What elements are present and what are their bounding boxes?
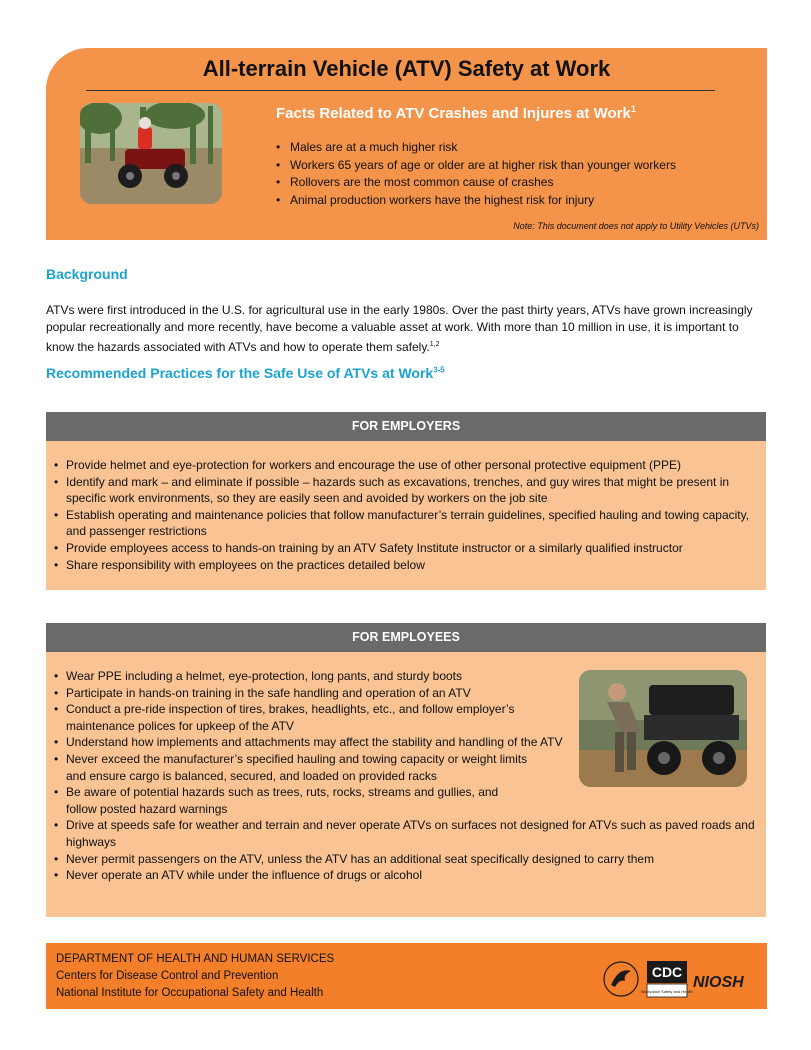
footer-niosh: National Institute for Occupational Safety and Health [56,987,324,999]
page-title: All-terrain Vehicle (ATV) Safety at Work [202,56,611,81]
background-ref: 1,2 [429,341,440,348]
fact-item: • Males are at a much higher risk [276,139,676,157]
employee-item: • Never permit passengers on the ATV, unless the ATV has an additional seat specifically designed to carry them [54,851,766,868]
title-divider [86,90,715,91]
facts-heading: Facts Related to ATV Crashes and Injures at Work$^1$ [276,104,636,122]
footer-bar [46,943,767,1009]
background-heading: Background [46,266,128,282]
employee-item: • Conduct a pre-ride inspection of tires, brakes, headlights, etc., and follow employer’s maintenance polices for upkeep of the ATV [54,701,534,734]
employer-item: • Identify and mark – and eliminate if possible – hazards such as excavations, trenches, and guy wires that might be present in specific work environments, so they are easily seen and avoided by workers on the job site [54,474,766,507]
fact-item: • Rollovers are the most common cause of crashes [276,174,676,192]
svg-text:NIOSH: NIOSH [693,974,744,991]
fact-item: • Workers 65 years of age or older are at higher risk than younger workers [276,157,676,175]
employees-title-bar: FOR EMPLOYEES [46,623,766,652]
svg-text:Workplace Safety and Health: Workplace Safety and Health [641,989,693,994]
utv-note: Note: This document does not apply to Utility Vehicles (UTVs) [513,221,759,231]
niosh-logo-icon [693,974,744,991]
footer-text [56,951,334,1002]
footer-department: DEPARTMENT OF HEALTH AND HUMAN SERVICES [56,953,335,965]
atv-maintenance-photo [579,670,747,787]
facts-heading-ref: 1 [630,104,636,114]
employer-item: • Provide helmet and eye-protection for workers and encourage the use of other personal protective equipment (PPE) [54,457,766,474]
employer-item: • Establish operating and maintenance policies that follow manufacturer’s terrain guidelines, specified hauling and towing capacity, and passenger restrictions [54,507,766,540]
employers-title-bar: FOR EMPLOYERS [46,412,766,441]
agency-logos [601,957,763,1001]
hhs-seal-icon [604,962,638,996]
header-banner [46,48,767,240]
fact-item: • Animal production workers have the highest risk for injury [276,192,676,210]
svg-text:CDC: CDC [651,964,683,980]
practices-heading: Recommended Practices for the Safe Use of ATVs at Work$^{3-5}$ [46,365,445,381]
employee-item: • Participate in hands-on training in the safe handling and operation of an ATV [54,685,564,702]
employers-box [46,412,766,590]
employer-item: • Share responsibility with employees on the practices detailed below [54,557,766,574]
employee-item: • Wear PPE including a helmet, eye-protection, long pants, and sturdy boots [54,668,564,685]
employee-item: • Never operate an ATV while under the influence of drugs or alcohol [54,867,766,884]
employees-box [46,623,766,917]
footer-cdc: Centers for Disease Control and Prevention [56,970,279,982]
background-paragraph: ATVs were first introduced in the U.S. for agricultural use in the early 1980s. Over the past thirty years, ATVs have grown increasingly popular recreationally and more recently, have become a valuable asset at work. With more than 10 million in use, it is important to know the hazards associated with ATVs and how to operate them safely.$^{1,2}$ [46,303,753,354]
employee-item: • Understand how implements and attachments may affect the stability and handling of the ATV [54,734,564,751]
employee-item: • Never exceed the manufacturer’s specified hauling and towing capacity or weight limits and ensure cargo is balanced, secured, and loaded on provided racks [54,751,549,784]
cdc-logo-icon [641,961,693,997]
employer-item: • Provide employees access to hands-on training by an ATV Safety Institute instructor or a similarly qualified instructor [54,540,766,557]
facts-list [276,139,676,209]
employee-item: • Be aware of potential hazards such as trees, ruts, rocks, streams and gullies, and follow posted hazard warnings [54,784,524,817]
practices-ref: 3-5 [433,365,445,375]
atv-rider-photo [80,103,222,204]
employers-list [46,457,766,573]
employee-item: • Drive at speeds safe for weather and terrain and never operate ATVs on surfaces not designed for ATVs such as paved roads and highways [54,817,766,850]
